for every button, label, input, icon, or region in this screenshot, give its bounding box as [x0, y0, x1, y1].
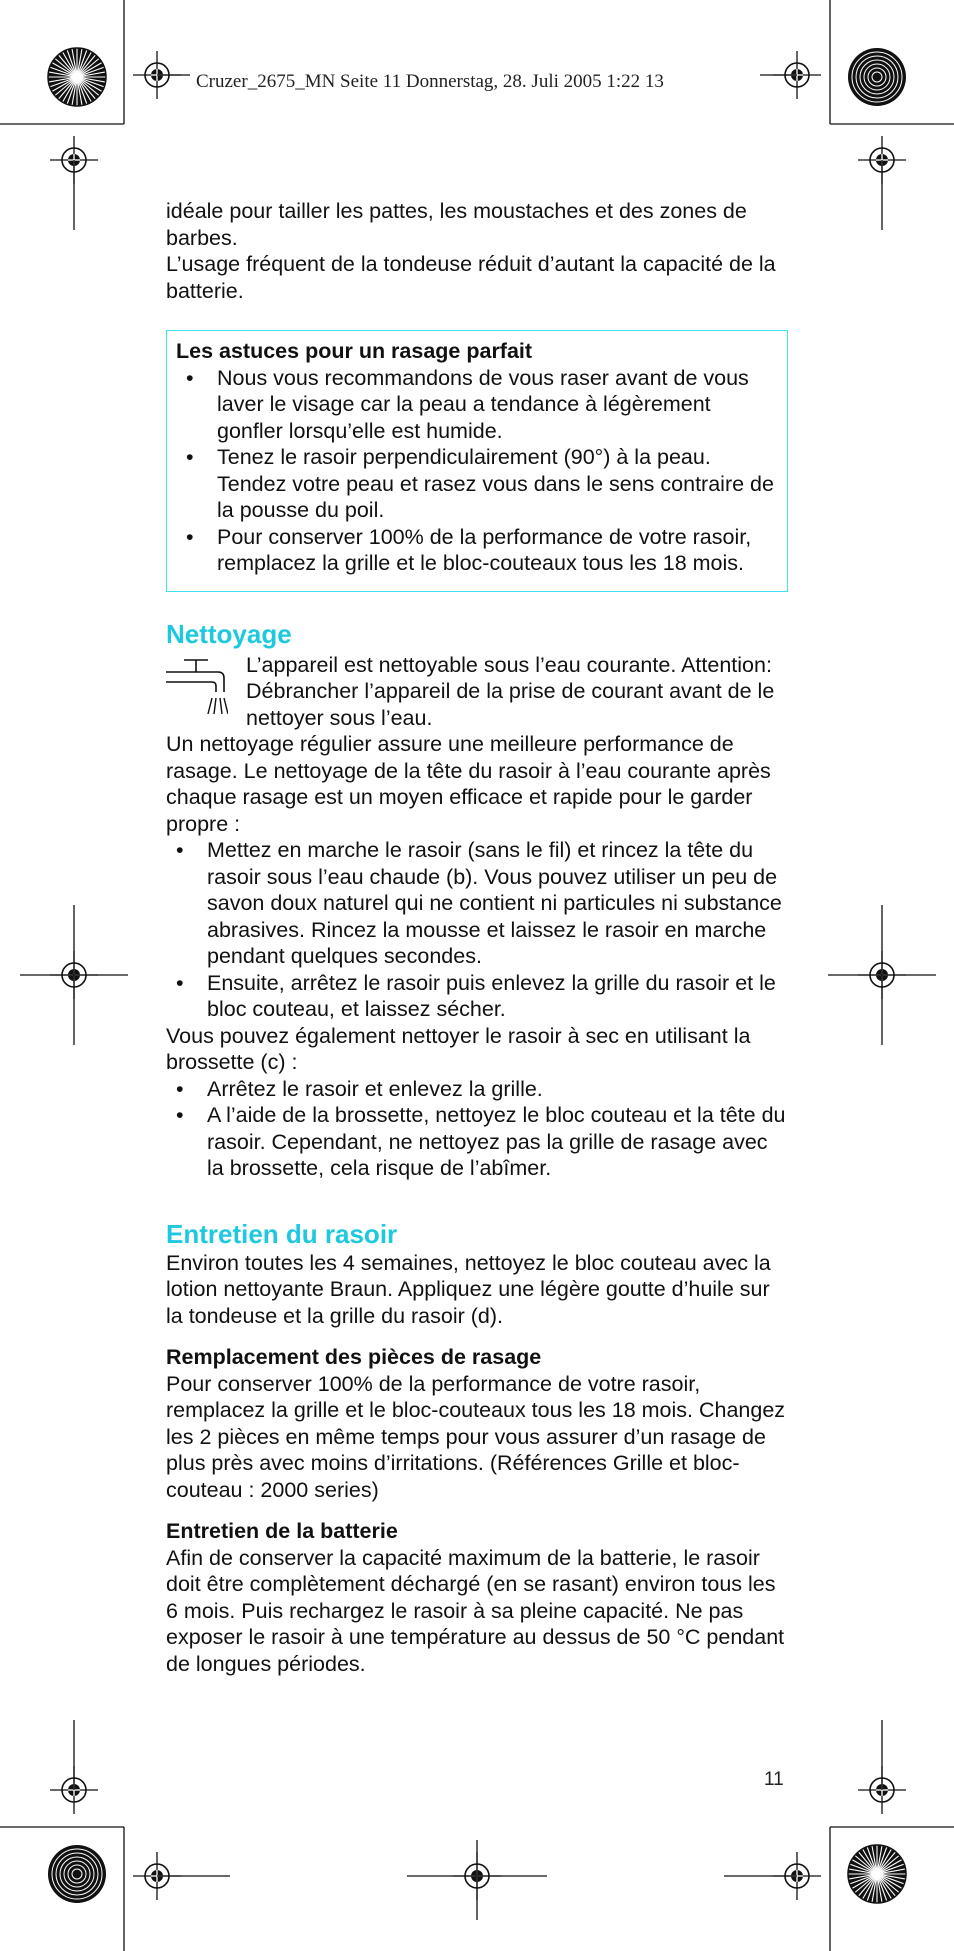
- cleaning-list: [166, 1076, 788, 1182]
- tips-list: [176, 365, 778, 577]
- print-header: Cruzer_2675_MN Seite 11 Donnerstag, 28. Juli 2005 1:22 13: [196, 71, 664, 92]
- faucet-note: [166, 652, 788, 732]
- cleaning-paragraph: Un nettoyage régulier assure une meilleure performance de rasage. Le nettoyage de la tête du rasoir à l’eau courante après chaque rasage est un moyen efficace et rapide pour le garder propre :: [166, 732, 771, 836]
- cleaning-paragraph: Vous pouvez également nettoyer le rasoir à sec en utilisant la brossette (c) :: [166, 1023, 751, 1074]
- faucet-icon: [166, 658, 228, 716]
- page-number: 11: [764, 1769, 784, 1790]
- starburst-mark: [48, 48, 106, 106]
- parts-paragraph: Pour conserver 100% de la performance de votre rasoir, remplacez la grille et le bloc-couteaux tous les 18 mois. Changez les 2 pièces en même temps pour vous assurer d’un rasage de plus près avec moins d’irritations. (Références Grille et bloc-couteau : 2000 series): [166, 1371, 786, 1502]
- section-heading-maintenance: Entretien du rasoir: [166, 1218, 398, 1249]
- list-item: • A l’aide de la brossette, nettoyez le bloc couteau et la tête du rasoir. Cependant, ne nettoyez pas la grille de rasage avec la brossette, cela risque de l’abîmer.: [166, 1102, 788, 1182]
- intro-paragraph: L’usage fréquent de la tondeuse réduit d’autant la capacité de la batterie.: [166, 252, 776, 303]
- intro-paragraph: idéale pour tailler les pattes, les moustaches et des zones de barbes.: [166, 199, 747, 250]
- list-item: • Nous vous recommandons de vous raser avant de vous laver le visage car la peau a tendance à légèrement gonfler lorsqu’elle est humide.: [176, 365, 778, 445]
- maintenance-paragraph: Environ toutes les 4 semaines, nettoyez le bloc couteau avec la lotion nettoyante Braun. Appliquez une légère goutte d’huile sur la tondeuse et la grille du rasoir (d).: [166, 1250, 771, 1328]
- list-item: • Tenez le rasoir perpendiculairement (90°) à la peau. Tendez votre peau et rasez vous dans le sens contraire de la pousse du poil.: [176, 444, 778, 524]
- concentric-mark: [48, 1845, 106, 1903]
- cleaning-list: [166, 837, 788, 1023]
- tips-title: Les astuces pour un rasage parfait: [176, 339, 533, 363]
- tips-box: [166, 330, 788, 592]
- section-heading-cleaning: Nettoyage: [166, 618, 292, 649]
- subheading-parts: Remplacement des pièces de rasage: [166, 1345, 542, 1369]
- starburst-mark: [848, 1845, 906, 1903]
- subheading-battery: Entretien de la batterie: [166, 1519, 398, 1543]
- list-item: • Mettez en marche le rasoir (sans le fil) et rincez la tête du rasoir sous l’eau chaude (b). Vous pouvez utiliser un peu de savon doux naturel qui ne contient ni particules ni substance abrasives. Rincez la mousse et laissez le rasoir en marche pendant quelques secondes.: [166, 837, 788, 970]
- list-item: • Arrêtez le rasoir et enlevez la grille.: [166, 1076, 788, 1103]
- list-item: • Ensuite, arrêtez le rasoir puis enlevez la grille du rasoir et le bloc couteau, et laissez sécher.: [166, 970, 788, 1023]
- list-item: • Pour conserver 100% de la performance de votre rasoir, remplacez la grille et le bloc-couteaux tous les 18 mois.: [176, 524, 778, 577]
- page-content: [166, 198, 788, 1677]
- concentric-mark: [848, 48, 906, 106]
- battery-paragraph: Afin de conserver la capacité maximum de la batterie, le rasoir doit être complètement déchargé (en se rasant) environ tous les 6 mois. Puis rechargez le rasoir à sa pleine capacité. Ne pas exposer le rasoir à une température au dessus de 50 °C pendant de longues périodes.: [166, 1545, 785, 1676]
- faucet-note-text: L’appareil est nettoyable sous l’eau courante. Attention: Débrancher l’appareil de la prise de courant avant de le nettoyer sous l’eau.: [246, 652, 775, 730]
